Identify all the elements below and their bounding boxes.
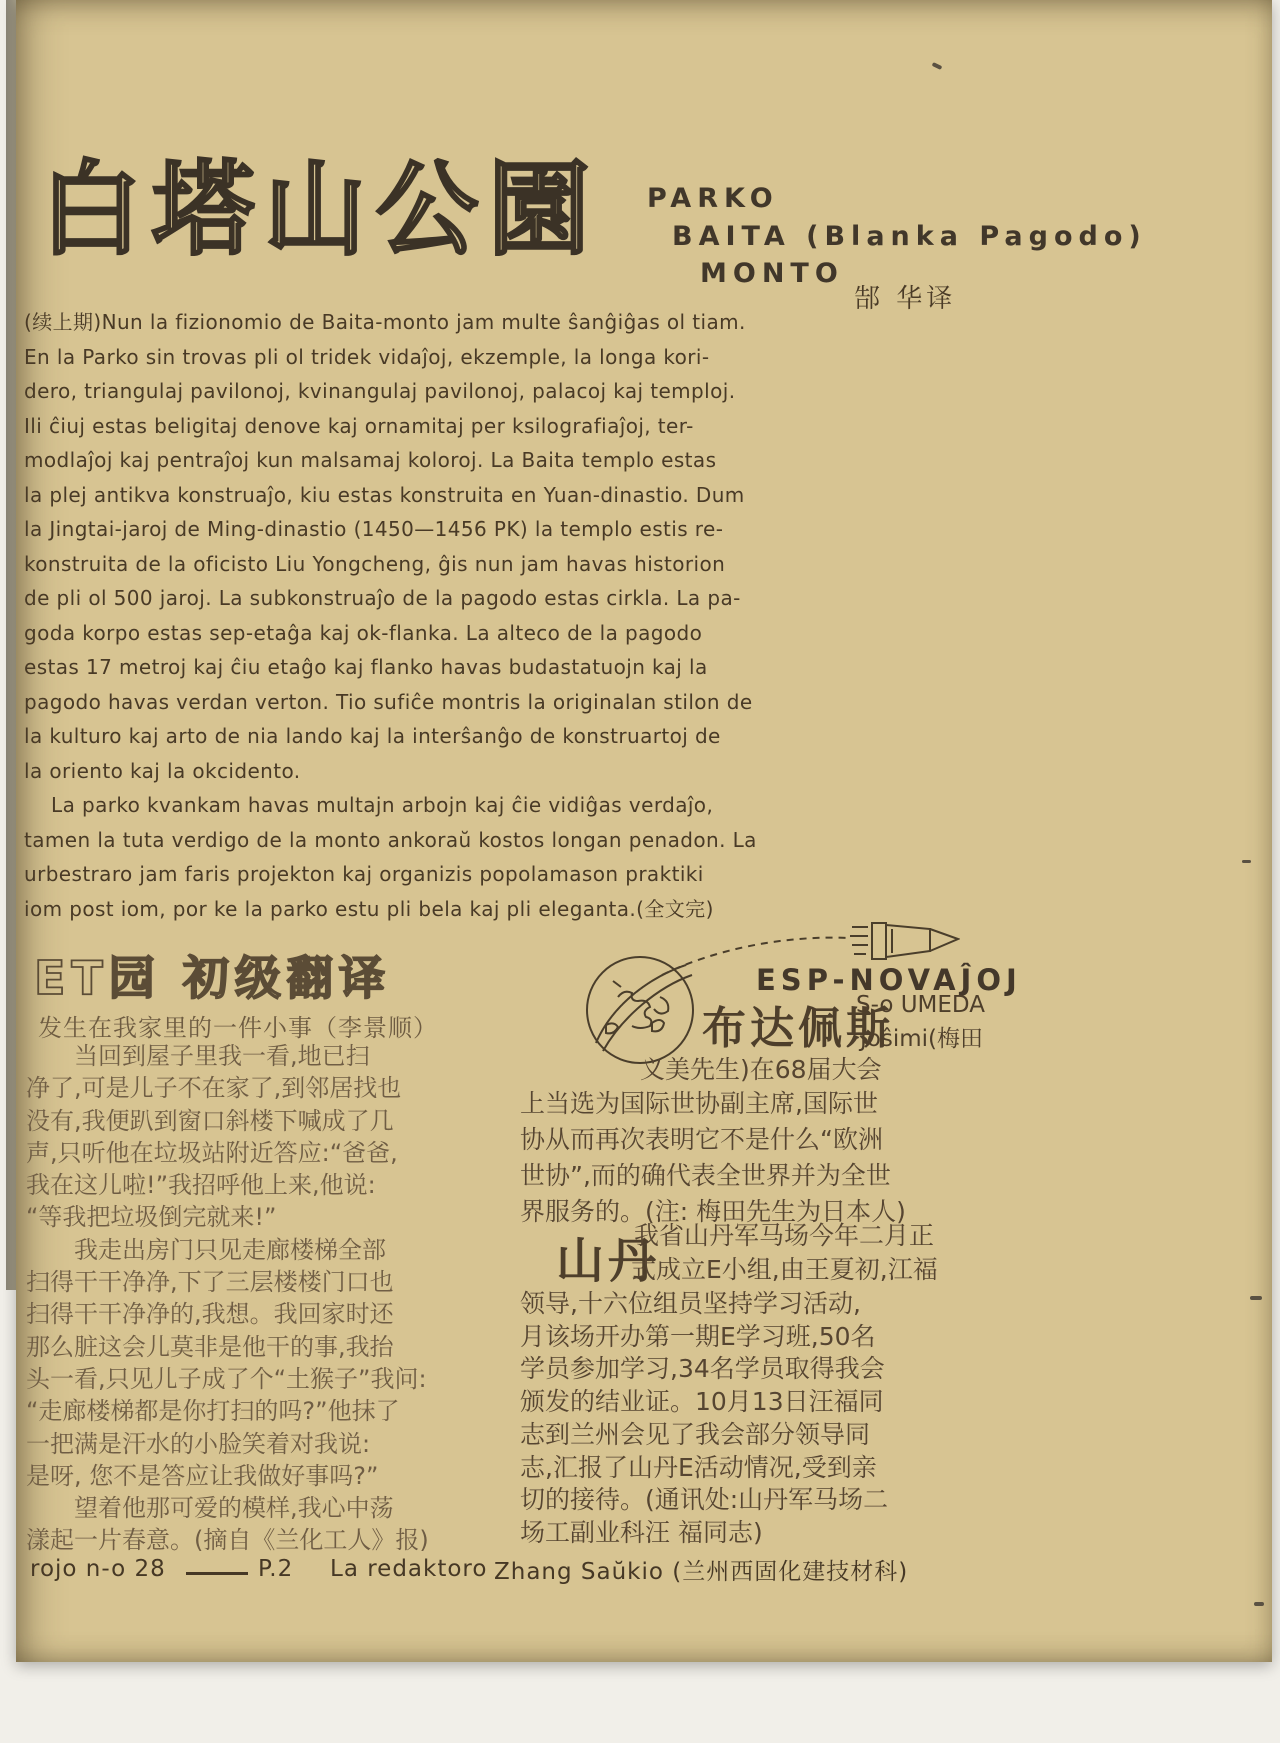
text-line: estas 17 metroj kaj ĉiu etaĝo kaj flanko havas budastatuojn kaj la <box>24 655 708 679</box>
text-line: 协从而再次表明它不是什么“欧洲 <box>520 1125 883 1154</box>
scan-speck <box>1242 860 1251 863</box>
text-line: 声,只听他在垃圾站附近答应:“爸爸, <box>26 1138 398 1167</box>
text-line: 场工副业科汪 福同志) <box>520 1517 763 1547</box>
text-line: 那么脏这会儿莫非是他干的事,我抬 <box>26 1332 394 1361</box>
left-story-body <box>26 1040 504 1557</box>
masthead-translator: 郜 华译 <box>854 284 957 314</box>
text-line: la kulturo kaj arto de nia lando kaj la interŝanĝo de konstruartoj de <box>24 724 721 748</box>
text-line: 漾起一片春意。(摘自《兰化工人》报) <box>26 1526 429 1555</box>
text-line: 头一看,只见儿子成了个“土猴子”我问: <box>26 1364 427 1393</box>
text-line: dero, triangulaj pavilonoj, kvinangulaj pavilonoj, palacoj kaj temploj. <box>24 379 736 403</box>
text-line: La parko kvankam havas multajn arbojn kaj ĉie vidiĝas verdaĵo, <box>24 793 714 817</box>
newsletter-paper <box>16 0 1272 1662</box>
shandan-marker: 山丹 <box>556 1233 661 1289</box>
sender-name-line3: 义美先生)在68届大会 <box>640 1055 882 1084</box>
masthead-calligraphy-title: 白塔山公園 <box>40 151 600 270</box>
sender-name-line1: S-o UMEDA <box>856 992 985 1018</box>
sender-name-line2: Joŝimi(梅田 <box>860 1026 983 1052</box>
text-line: 净了,可是儿子不在家了,到邻居找也 <box>26 1074 402 1103</box>
scan-speck <box>1250 1296 1262 1300</box>
text-line: 我在这儿啦!”我招呼他上来,他说: <box>26 1171 376 1200</box>
text-line: la Jingtai-jaroj de Ming-dinastio (1450—1456 PK) la templo estis re- <box>24 517 724 541</box>
text-line: 学员参加学习,34名学员取得我会 <box>520 1354 885 1384</box>
text-line: 望着他那可爱的模样,我心中荡 <box>26 1494 394 1523</box>
text-line: 界服务的。(注: 梅田先生为日本人) <box>520 1197 906 1226</box>
masthead-title-monto: MONTO <box>700 258 844 289</box>
text-line: iom post iom, por ke la parko estu pli bela kaj pli eleganta.(全文完) <box>24 896 714 921</box>
news1-body <box>520 1086 970 1230</box>
footer-editor-label: La redaktoro <box>330 1556 488 1582</box>
news2-body <box>520 1288 970 1550</box>
text-line: 颁发的结业证。10月13日汪福同 <box>520 1387 884 1417</box>
shandan-indent-line2: 式成立E小组,由王夏初,江福 <box>631 1255 938 1284</box>
text-line: urbestraro jam faris projekton kaj organizis popolamason praktiki <box>24 862 704 886</box>
footer-editor-name: Zhang Saŭkio (兰州西固化建技材科) <box>494 1559 909 1585</box>
text-line: goda korpo estas sep-etaĝa kaj ok-flanka. La alteco de la pagodo <box>24 620 703 645</box>
right-section-header: ESP-NOVAĴOJ <box>756 963 1022 997</box>
text-line: 领导,十六位组员坚持学习活动, <box>520 1289 861 1318</box>
scan-speck <box>1254 1602 1264 1606</box>
text-line: la oriento kaj la okcidento. <box>24 758 301 783</box>
footer-issue: rojo n-o 28 <box>30 1556 166 1582</box>
text-line: tamen la tuta verdigo de la monto ankoraŭ kostos longan penadon. La <box>24 827 757 852</box>
text-line: 当回到屋子里我一看,地已扫 <box>26 1042 370 1070</box>
text-line: 没有,我便趴到窗口斜楼下喊成了几 <box>26 1106 394 1135</box>
text-line: konstruita de la oficisto Liu Yongcheng, ĝis nun jam havas historion <box>24 551 726 576</box>
text-line: 世协”,而的确代表全世界并为全世 <box>520 1161 891 1190</box>
esperanto-article <box>24 305 954 926</box>
shandan-indent-line1: 我省山丹军马场今年二月正 <box>634 1221 935 1250</box>
left-section-header: ET园 初级翻译 <box>34 951 391 1005</box>
text-line: En la Parko sin trovas pli ol tridek vidaĵoj, ekzemple, la longa kori- <box>24 344 710 369</box>
masthead-title-parko: PARKO <box>647 183 779 214</box>
text-line: 是呀, 您不是答应让我做好事吗?” <box>26 1461 379 1490</box>
text-line: (续上期)Nun la fizionomio de Baita-monto jam multe ŝanĝiĝas ol tiam. <box>24 310 746 334</box>
text-line: 一把满是汗水的小脸笑着对我说: <box>26 1429 371 1458</box>
text-line: 扫得干干净净,下了三层楼楼门口也 <box>26 1268 394 1297</box>
text-line: “走廊楼梯都是你打扫的吗?”他抹了 <box>26 1397 400 1426</box>
footer-rule <box>186 1572 248 1575</box>
text-line: 志到兰州会见了我会部分领导同 <box>520 1419 871 1449</box>
footer-page-number: P.2 <box>258 1556 294 1582</box>
text-line: 扫得干干净净的,我想。我回家时还 <box>26 1300 394 1329</box>
text-line: la plej antikva konstruaĵo, kiu estas konstruita en Yuan-dinastio. Dum <box>24 482 745 507</box>
text-line: 志,汇报了山丹E活动情况,受到亲 <box>520 1452 877 1482</box>
scan-speck <box>932 62 943 70</box>
text-line: Ili ĉiuj estas beligitaj denove kaj ornamitaj per ksilografiaĵoj, ter- <box>24 413 694 438</box>
text-line: 月该场开办第一期E学习班,50名 <box>520 1321 876 1351</box>
text-line: pagodo havas verdan verton. Tio sufiĉe montris la originalan stilon de <box>24 689 753 714</box>
text-line: 切的接待。(通讯处:山丹军马场二 <box>520 1485 889 1515</box>
budapest-marker: 布达佩斯 <box>702 1003 894 1054</box>
text-line: “等我把垃圾倒完就来!” <box>26 1203 277 1232</box>
masthead-title-baita: BAITA (Blanka Pagodo) <box>672 221 1147 252</box>
text-line: modlaĵoj kaj pentraĵoj kun malsamaj koloroj. La Baita templo estas <box>24 448 717 472</box>
text-line: 上当选为国际世协副主席,国际世 <box>520 1089 878 1118</box>
text-line: 我走出房门只见走廊楼梯全部 <box>26 1235 386 1264</box>
text-line: de pli ol 500 jaroj. La subkonstruaĵo de la pagodo estas cirkla. La pa- <box>24 586 741 610</box>
left-story-title: 发生在我家里的一件小事（李景顺） <box>38 1014 438 1042</box>
